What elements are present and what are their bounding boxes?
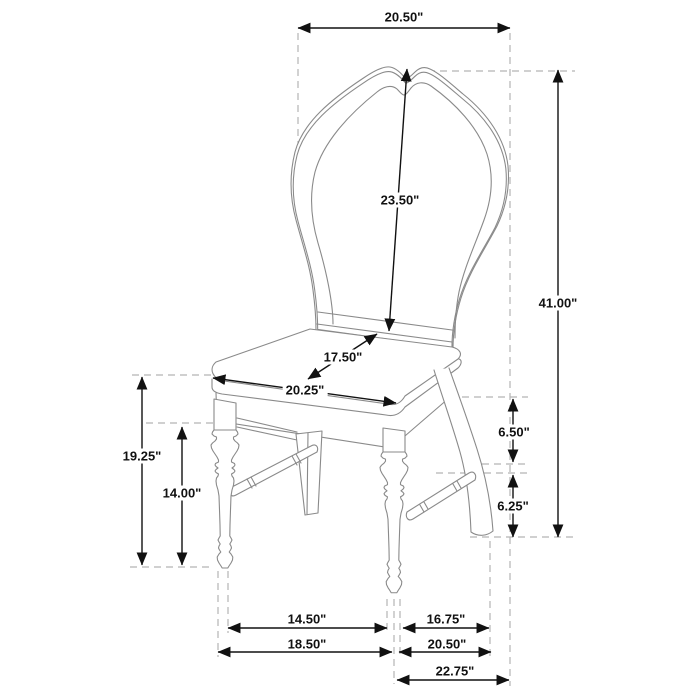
rear-right-leg	[434, 368, 493, 535]
dim-label-seat-depth: 17.50"	[321, 350, 366, 365]
rear-left-leg	[296, 431, 322, 515]
dim-label-overall-depth: 22.75"	[435, 663, 475, 679]
dim-label-front-legs-inner: 14.50"	[287, 611, 327, 627]
dim-label-stretcher-to-floor: 6.25"	[494, 499, 531, 514]
dim-label-front-leg-height: 14.00"	[160, 486, 205, 501]
dim-label-back-width: 20.50"	[384, 9, 424, 25]
front-right-leg	[380, 452, 408, 593]
dim-label-front-rear-outer: 20.50"	[427, 636, 467, 652]
right-stretcher	[406, 472, 475, 520]
front-left-leg	[211, 430, 239, 568]
front-right-leg-post	[383, 428, 405, 455]
dim-label-front-width-outer: 18.50"	[287, 636, 327, 652]
dim-label-seat-width: 20.25"	[283, 383, 328, 398]
dim-label-back-height: 23.50"	[378, 193, 423, 208]
chair-drawing	[211, 67, 509, 593]
front-left-leg-post	[214, 399, 236, 432]
dim-label-seat-height: 19.25"	[120, 449, 165, 464]
dim-label-front-rear-inner: 16.75"	[426, 611, 466, 627]
dim-label-overall-height: 41.00"	[536, 296, 581, 311]
dim-label-seat-to-stretcher: 6.50"	[495, 425, 532, 440]
chair-back-outer	[291, 67, 509, 349]
